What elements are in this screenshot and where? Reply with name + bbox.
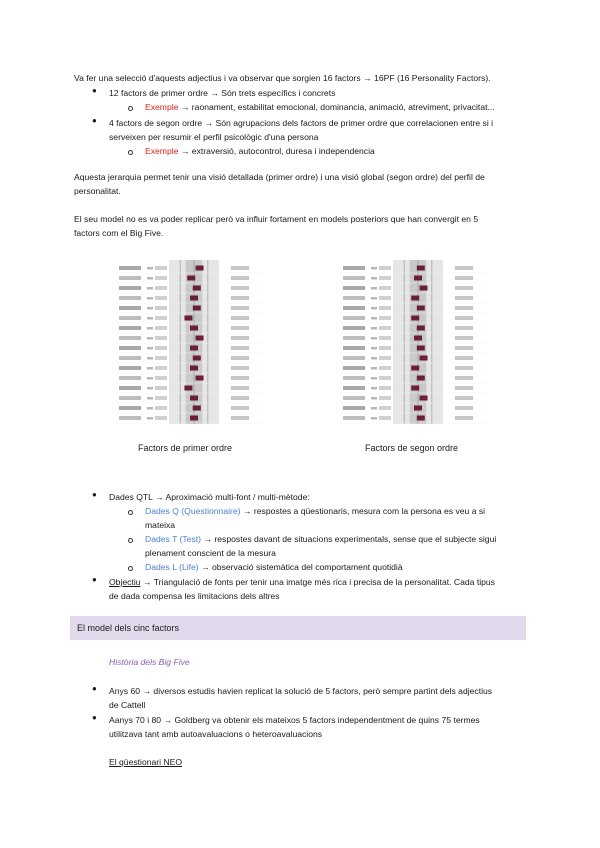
- profile-marker: [190, 366, 198, 371]
- profile-marker: [417, 266, 425, 271]
- second-order-bullet-line1: 4 factors de segon ordre → Són agrupacions dels factors de primer ordre que correlacionen entre si i: [109, 118, 494, 128]
- profile-marker: [196, 376, 204, 381]
- factor-name-left: [343, 406, 365, 410]
- data-t-text: → respostes davant de situacions experimentals, sense que el subjecte sigui: [201, 534, 497, 544]
- factor-score: [147, 407, 153, 410]
- bullet-dot: ●: [92, 684, 97, 693]
- factor-high-label: [231, 316, 249, 320]
- factor-high-label: [231, 346, 249, 350]
- profile-marker: [196, 336, 204, 341]
- qtl-lead: Dades QTL → Aproximació multi-font / multi-mètode:: [109, 492, 310, 502]
- factor-name-left: [119, 266, 141, 270]
- profile-marker: [420, 396, 428, 401]
- profile-marker: [193, 306, 201, 311]
- profile-marker: [414, 406, 422, 411]
- profile-marker: [411, 296, 419, 301]
- second-order-example: [145, 144, 375, 158]
- factor-name-left: [343, 386, 365, 390]
- subsection-title: Història dels Big Five: [109, 657, 190, 667]
- factor-score: [371, 297, 377, 300]
- factor-high-label: [231, 406, 249, 410]
- factor-low-label: [155, 406, 167, 410]
- factor-name-left: [119, 356, 141, 360]
- factor-low-label: [379, 356, 391, 360]
- factor-name-left: [343, 316, 365, 320]
- factor-high-label: [455, 266, 473, 270]
- profile-marker: [420, 286, 428, 291]
- factor-low-label: [379, 286, 391, 290]
- factor-high-label: [231, 296, 249, 300]
- factor-name-left: [343, 276, 365, 280]
- profile-marker: [411, 316, 419, 321]
- example-text: → extraversió, autocontrol, duresa i independencia: [178, 146, 375, 156]
- history-60s-line1: Anys 60 → diversos estudis havien replicat la solució de 5 factors, però sempre partint dels adjectius: [109, 686, 493, 696]
- factor-low-label: [379, 406, 391, 410]
- factor-name-left: [343, 326, 365, 330]
- factor-high-label: [455, 276, 473, 280]
- factor-score: [147, 367, 153, 370]
- factor-high-label: [455, 306, 473, 310]
- profile-marker: [190, 326, 198, 331]
- factor-low-label: [379, 326, 391, 330]
- factor-score: [371, 267, 377, 270]
- factor-high-label: [455, 396, 473, 400]
- factor-low-label: [155, 416, 167, 420]
- factor-score: [147, 397, 153, 400]
- factor-high-label: [231, 356, 249, 360]
- factor-name-left: [343, 376, 365, 380]
- factor-high-label: [231, 416, 249, 420]
- data-l-text: → observació sistemàtica del comportament quotidià: [198, 562, 403, 572]
- factor-score: [371, 367, 377, 370]
- factor-score: [371, 327, 377, 330]
- example-label: Exemple: [145, 146, 179, 156]
- factor-high-label: [455, 326, 473, 330]
- factor-name-left: [343, 396, 365, 400]
- profile-marker: [417, 306, 425, 311]
- factor-score: [371, 417, 377, 420]
- factor-low-label: [155, 306, 167, 310]
- factor-high-label: [455, 316, 473, 320]
- factor-low-label: [379, 296, 391, 300]
- profile-marker: [414, 336, 422, 341]
- factor-score: [147, 387, 153, 390]
- second-order-profile-chart: [341, 256, 486, 430]
- factor-high-label: [231, 376, 249, 380]
- factor-low-label: [155, 346, 167, 350]
- factor-name-left: [343, 266, 365, 270]
- hierarchy-paragraph-line1: Aquesta jerarquia permet tenir una visió detallada (primer ordre) i una visió global (segon ordre) del perfil de: [74, 172, 485, 182]
- factor-low-label: [379, 416, 391, 420]
- profile-marker: [184, 386, 192, 391]
- section-title: El model dels cinc factors: [70, 616, 526, 640]
- factor-name-left: [119, 376, 141, 380]
- objective-line1: [109, 575, 495, 589]
- factor-name-left: [119, 276, 141, 280]
- factor-low-label: [155, 296, 167, 300]
- intro-paragraph: Va fer una selecció d'aquests adjectius i va observar que sorgien 16 factors → 16PF (16 Personality Factors).: [74, 73, 491, 83]
- factor-high-label: [231, 326, 249, 330]
- factor-low-label: [155, 356, 167, 360]
- factor-name-left: [343, 296, 365, 300]
- factor-low-label: [379, 346, 391, 350]
- factor-score: [371, 337, 377, 340]
- factor-low-label: [155, 366, 167, 370]
- profile-marker: [190, 296, 198, 301]
- profile-marker: [184, 316, 192, 321]
- factor-low-label: [155, 386, 167, 390]
- factor-score: [371, 377, 377, 380]
- data-t-label: Dades T (Test): [145, 534, 202, 544]
- factor-low-label: [379, 386, 391, 390]
- first-order-profile-chart: [117, 256, 262, 430]
- profile-marker: [414, 276, 422, 281]
- factor-score: [147, 357, 153, 360]
- sub-bullet-circle: [128, 566, 133, 571]
- factor-low-label: [379, 336, 391, 340]
- bullet-dot: ●: [92, 575, 97, 584]
- factor-name-left: [119, 406, 141, 410]
- neo-heading: El qüestionari NEO: [109, 757, 183, 767]
- profile-marker: [196, 266, 204, 271]
- bullet-dot: ●: [92, 86, 97, 95]
- factor-score: [371, 317, 377, 320]
- factor-low-label: [155, 286, 167, 290]
- factor-low-label: [379, 306, 391, 310]
- factor-name-left: [343, 356, 365, 360]
- factor-high-label: [455, 336, 473, 340]
- factor-high-label: [455, 296, 473, 300]
- factor-low-label: [155, 326, 167, 330]
- factor-score: [147, 417, 153, 420]
- factor-high-label: [231, 366, 249, 370]
- factor-high-label: [231, 386, 249, 390]
- factor-low-label: [155, 266, 167, 270]
- bullet-dot: ●: [92, 713, 97, 722]
- objective-label: Objectiu: [109, 577, 141, 587]
- profile-marker: [420, 356, 428, 361]
- factor-high-label: [455, 366, 473, 370]
- sub-bullet-circle: [128, 106, 133, 111]
- factor-score: [371, 347, 377, 350]
- factor-score: [147, 267, 153, 270]
- first-order-bullet: 12 factors de primer ordre → Són trets específics i concrets: [109, 88, 336, 98]
- factor-low-label: [379, 396, 391, 400]
- factor-name-left: [119, 366, 141, 370]
- profile-marker: [193, 356, 201, 361]
- model-paragraph-line2: factors com el Big Five.: [74, 228, 164, 238]
- objective-text: → Triangulació de fonts per tenir una imatge més rica i precisa de la personalitat. Cada tipus: [140, 577, 495, 587]
- factor-high-label: [455, 346, 473, 350]
- factor-high-label: [455, 376, 473, 380]
- factor-score: [147, 277, 153, 280]
- factor-score: [147, 337, 153, 340]
- profile-marker: [190, 346, 198, 351]
- bullet-dot: ●: [92, 116, 97, 125]
- profile-marker: [417, 326, 425, 331]
- factor-high-label: [231, 396, 249, 400]
- caption-first-order: Factors de primer ordre: [138, 443, 233, 453]
- factor-score: [147, 317, 153, 320]
- first-order-example: [145, 100, 495, 114]
- profile-marker: [411, 386, 419, 391]
- factor-name-left: [343, 366, 365, 370]
- factor-high-label: [231, 306, 249, 310]
- factor-name-left: [343, 346, 365, 350]
- factor-low-label: [379, 376, 391, 380]
- data-l-label: Dades L (Life): [145, 562, 199, 572]
- factor-high-label: [455, 386, 473, 390]
- factor-low-label: [155, 396, 167, 400]
- factor-name-left: [343, 416, 365, 420]
- profile-marker: [193, 286, 201, 291]
- factor-score: [371, 307, 377, 310]
- factor-low-label: [155, 276, 167, 280]
- factor-score: [147, 287, 153, 290]
- factor-name-left: [343, 286, 365, 290]
- factor-name-left: [119, 346, 141, 350]
- profile-marker: [193, 406, 201, 411]
- factor-score: [371, 287, 377, 290]
- factor-high-label: [231, 276, 249, 280]
- history-60s-line2: de Cattell: [109, 700, 146, 710]
- factor-score: [371, 407, 377, 410]
- factor-high-label: [455, 406, 473, 410]
- factor-high-label: [231, 286, 249, 290]
- factor-name-left: [119, 326, 141, 330]
- profile-marker: [190, 416, 198, 421]
- factor-low-label: [155, 316, 167, 320]
- factor-high-label: [231, 266, 249, 270]
- factor-name-left: [119, 286, 141, 290]
- history-70s-line1: Aanys 70 i 80 → Goldberg va obtenir els mateixos 5 factors independentment de quins 75 termes: [109, 715, 480, 725]
- factor-low-label: [379, 316, 391, 320]
- bullet-dot: ●: [92, 490, 97, 499]
- factor-score: [147, 347, 153, 350]
- factor-score: [371, 397, 377, 400]
- caption-second-order: Factors de segon ordre: [365, 443, 459, 453]
- profile-marker: [417, 346, 425, 351]
- factor-low-label: [379, 266, 391, 270]
- factor-name-left: [119, 316, 141, 320]
- factor-high-label: [455, 416, 473, 420]
- factor-score: [147, 377, 153, 380]
- factor-high-label: [455, 286, 473, 290]
- factor-name-left: [119, 296, 141, 300]
- factor-low-label: [155, 336, 167, 340]
- factor-name-left: [119, 306, 141, 310]
- history-70s-line2: utilitzava tant amb autoavaluacions o heteroavaluacions: [109, 729, 323, 739]
- factor-low-label: [155, 376, 167, 380]
- factor-name-left: [119, 396, 141, 400]
- data-q-label: Dades Q (Questionnaire): [145, 506, 241, 516]
- qtl-item-l: [145, 560, 403, 574]
- factor-high-label: [455, 356, 473, 360]
- factor-name-left: [119, 416, 141, 420]
- factor-score: [371, 357, 377, 360]
- profile-marker: [187, 276, 195, 281]
- qtl-item-q-line2: mateixa: [145, 520, 176, 530]
- qtl-item-t-line2: plenament conscient de la mesura: [145, 548, 276, 558]
- factor-name-left: [119, 336, 141, 340]
- factor-name-left: [343, 306, 365, 310]
- profile-marker: [417, 416, 425, 421]
- profile-marker: [417, 376, 425, 381]
- factor-high-label: [231, 336, 249, 340]
- factor-score: [371, 387, 377, 390]
- factor-score: [147, 307, 153, 310]
- factor-score: [371, 277, 377, 280]
- example-text: → raonament, estabilitat emocional, dominancia, animació, atreviment, privacitat...: [178, 102, 495, 112]
- profile-marker: [190, 396, 198, 401]
- factor-low-label: [379, 276, 391, 280]
- qtl-item-t: [145, 532, 496, 546]
- factor-score: [147, 327, 153, 330]
- data-q-text: → respostes a qüestionaris, mesura com la persona es veu a si: [240, 506, 486, 516]
- factor-score: [147, 297, 153, 300]
- factor-low-label: [379, 366, 391, 370]
- sub-bullet-circle: [128, 538, 133, 543]
- sub-bullet-circle: [128, 510, 133, 515]
- sub-bullet-circle: [128, 150, 133, 155]
- model-paragraph-line1: El seu model no es va poder replicar però va influir fortament en models posteriors que han convergit en 5: [74, 214, 479, 224]
- factor-name-left: [119, 386, 141, 390]
- hierarchy-paragraph-line2: personalitat.: [74, 186, 121, 196]
- second-order-bullet-line2: serveixen per resumir el perfil psicològic d'una persona: [109, 132, 319, 142]
- qtl-item-q: [145, 504, 485, 518]
- objective-line2: de dada compensa les limitacions dels altres: [109, 591, 280, 601]
- profile-marker: [411, 366, 419, 371]
- factor-name-left: [343, 336, 365, 340]
- example-label: Exemple: [145, 102, 179, 112]
